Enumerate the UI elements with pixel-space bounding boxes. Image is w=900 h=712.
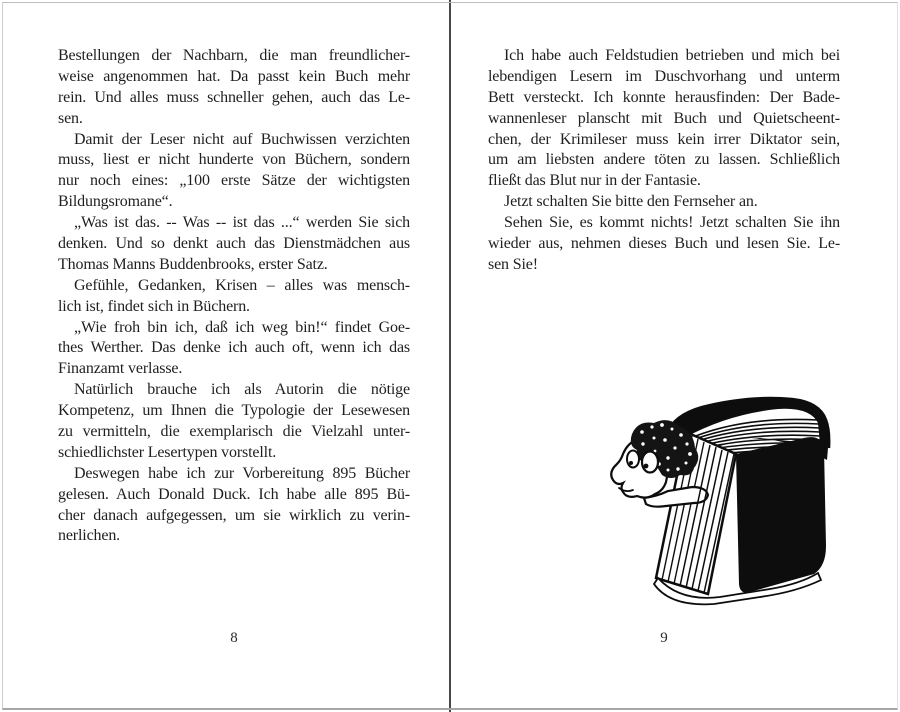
text-line: „Wie froh bin ich, daß ich weg bin!“ findet Goe-	[74, 318, 410, 336]
text-line: lich ist, findet sich in Büchern.	[58, 297, 250, 315]
text-line: Sehen Sie, es kommt nichts! Jetzt schalten Sie ihn	[504, 214, 840, 232]
page-gutter-divider	[449, 0, 451, 712]
text-line: thes Werther. Das denke ich auch oft, wenn ich das	[58, 339, 410, 357]
text-line: rein. Und alles muss schneller gehen, auch das Le-	[58, 88, 410, 106]
text-line: weise angenommen hat. Da passt kein Buch mehr	[58, 67, 410, 85]
text-line: fließt das Blut nur in der Fantasie.	[488, 172, 701, 190]
text-line: Jetzt schalten Sie bitte den Fernseher an.	[504, 193, 758, 211]
text-line: cher danach aufgegessen, um sie wirklich zu verin-	[58, 506, 410, 524]
text-line: Bett versteckt. Ich konnte herausfinden: Der Bade-	[488, 88, 840, 106]
text-line: Kompetenz, um Ihnen die Typologie der Lesewesen	[58, 402, 410, 420]
text-line: Deswegen habe ich zur Vorbereitung 895 Bücher	[74, 464, 410, 482]
text-line: denken. Und so denkt auch das Dienstmädchen aus	[58, 235, 410, 253]
text-line: Bestellungen der Nachbarn, die man freundlicher-	[58, 47, 410, 64]
text-line: „Was ist das. -- Was -- ist das ...“ werden Sie sich	[74, 214, 410, 232]
book-person-illustration	[610, 396, 832, 610]
right-page-text	[488, 46, 840, 276]
right-page-number: 9	[660, 630, 668, 646]
text-line: nur noch eines: „100 erste Sätze der wichtigsten	[58, 172, 410, 190]
text-line: Damit der Leser nicht auf Buchwissen verzichten	[74, 130, 410, 148]
text-line: lebendigen Lesern im Duschvorhang und unterm	[488, 67, 840, 85]
text-line: gelesen. Auch Donald Duck. Ich habe alle 895 Bü-	[58, 485, 410, 503]
text-line: nerlichen.	[58, 527, 121, 545]
text-line: Gefühle, Gedanken, Krisen – alles was mensch-	[74, 276, 410, 294]
text-line: Bildungsromane“.	[58, 193, 173, 211]
text-line: Natürlich brauche ich als Autorin die nötige	[74, 381, 410, 399]
text-line: sen.	[58, 109, 83, 127]
text-line: chen, der Krimileser muss kein irrer Diktator sein,	[488, 130, 840, 148]
text-line: Thomas Manns Buddenbrooks, erster Satz.	[58, 255, 328, 273]
left-page-number: 8	[230, 630, 238, 646]
text-line: Ich habe auch Feldstudien betrieben und mich bei	[504, 47, 840, 64]
text-line: wannenleser planscht mit Buch und Quietscheent-	[488, 109, 840, 127]
text-line: sen Sie!	[488, 255, 538, 273]
text-line: um am liebsten andere töten zu lassen. Schließlich	[488, 151, 840, 169]
text-line: muss, liest er nicht hunderte von Büchern, sondern	[58, 151, 410, 169]
text-line: schiedlichster Lesertypen vorstellt.	[58, 443, 277, 461]
text-line: wieder aus, nehmen dieses Buch und lesen Sie. Le-	[488, 235, 840, 253]
text-line: Finanzamt verlasse.	[58, 360, 183, 378]
text-line: zu vermitteln, die exemplarisch die Vielzahl unter-	[58, 423, 410, 441]
left-page-text	[58, 46, 410, 547]
